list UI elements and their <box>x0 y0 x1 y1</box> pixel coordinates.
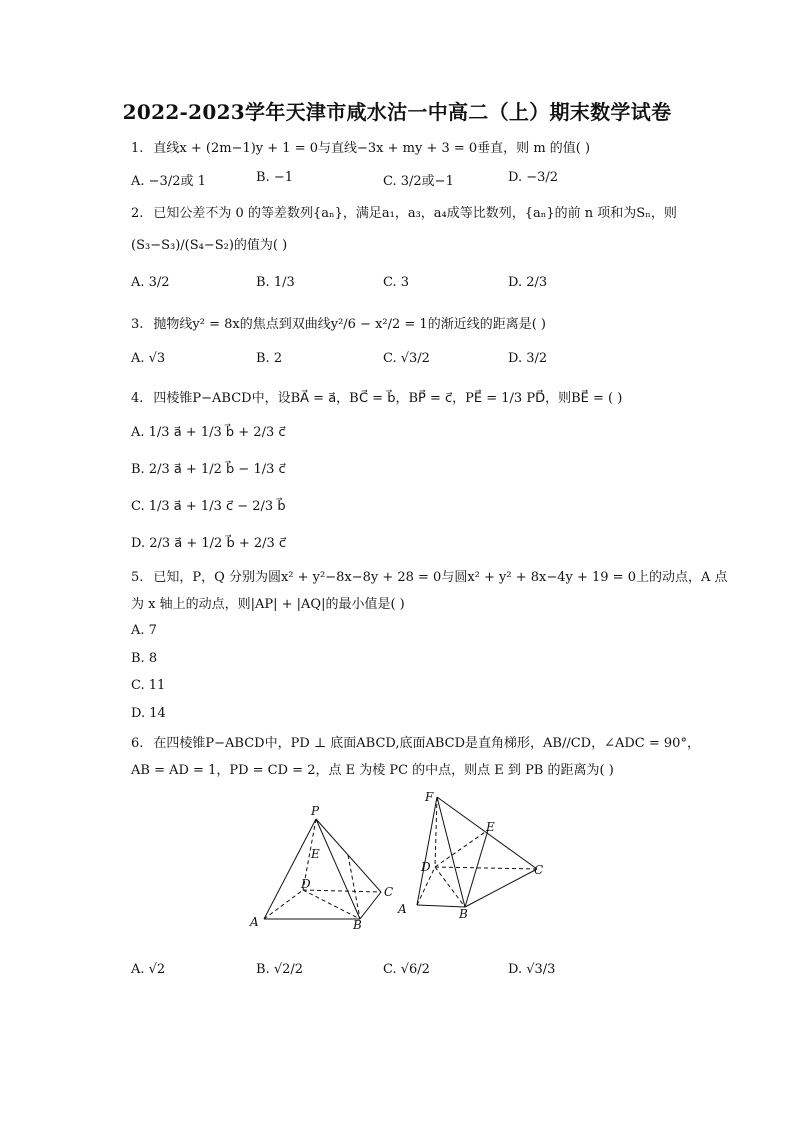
question-number: 4. <box>131 391 144 406</box>
auxiliary-figure <box>417 797 537 907</box>
option-a[interactable]: A. 7 <box>131 623 157 638</box>
question-number: 1. <box>131 141 144 156</box>
option-c[interactable]: C. 3/2或−1 <box>383 174 454 189</box>
option-b[interactable]: B. −1 <box>256 170 293 185</box>
label-b: B <box>459 907 468 921</box>
label-d: D <box>301 877 311 891</box>
question-number: 3. <box>131 317 144 332</box>
option-a[interactable]: A. √2 <box>131 962 166 977</box>
option-d[interactable]: D. 2/3 <box>508 275 548 290</box>
label-e: E <box>486 820 495 834</box>
option-a[interactable]: A. 3/2 <box>131 275 170 290</box>
option-d[interactable]: D. 2/3 a⃗ + 1/2 b⃗ + 2/3 c⃗ <box>131 536 287 551</box>
question-text: 抛物线y² = 8x的焦点到双曲线y²/6 − x²/2 = 1的渐近线的距离是( ) <box>153 317 546 332</box>
option-a[interactable]: A. 1/3 a⃗ + 1/3 b⃗ + 2/3 c⃗ <box>131 425 286 440</box>
edge-dc-hidden <box>303 890 381 892</box>
option-b[interactable]: B. 2 <box>256 351 283 366</box>
label-c: C <box>534 863 544 877</box>
edge-db-hidden <box>435 867 465 907</box>
option-b[interactable]: B. 2/3 a⃗ + 1/2 b⃗ − 1/3 c⃗ <box>131 462 286 477</box>
option-a[interactable]: A. −3/2或 1 <box>131 174 206 189</box>
label-c: C <box>384 885 394 899</box>
question-text-continued: AB = AD = 1，PD = CD = 2，点 E 为棱 PC 的中点，则点 E 到 PB 的距离为( ) <box>131 763 614 778</box>
question-6-options <box>131 962 691 984</box>
edge-de-hidden <box>435 830 488 867</box>
geometry-figures <box>240 785 560 935</box>
question-6 <box>131 733 700 755</box>
label-a: A <box>398 902 407 916</box>
question-6-figures <box>240 785 560 935</box>
edge-pb <box>316 819 360 919</box>
edge-bc <box>360 892 381 919</box>
question-6-line-2 <box>131 760 691 782</box>
edge-db-hidden <box>303 890 360 919</box>
label-p: P <box>311 804 320 818</box>
edge-fa <box>417 797 437 905</box>
edge-be <box>465 830 488 907</box>
edge-fb <box>437 797 465 907</box>
option-d[interactable]: D. √3/3 <box>508 962 556 977</box>
option-b[interactable]: B. √2/2 <box>256 962 304 977</box>
question-text-continued: 为 x 轴上的动点，则|AP| + |AQ|的最小值是( ) <box>131 597 405 612</box>
question-1-options <box>131 170 691 192</box>
option-d[interactable]: D. 3/2 <box>508 351 548 366</box>
question-4 <box>131 388 691 410</box>
question-3-options <box>131 351 691 373</box>
question-2 <box>131 203 691 225</box>
label-f: F <box>425 790 434 804</box>
pyramid-labels <box>249 804 393 932</box>
option-c[interactable]: C. 3 <box>383 275 410 290</box>
option-c[interactable]: C. √6/2 <box>383 962 430 977</box>
question-text: 四棱锥P−ABCD中，设BA⃗ = a⃗，BC⃗ = b⃗，BP⃗ = c⃗，PE⃗ = 1/3 PD⃗，则BE⃗ = ( ) <box>153 391 623 406</box>
question-number: 5. <box>131 570 144 585</box>
question-text-continued: (S₃−S₃)/(S₄−S₂)的值为( ) <box>131 238 288 253</box>
label-d: D <box>421 860 431 874</box>
question-5-line-2 <box>131 594 691 616</box>
edge-bc <box>465 869 537 907</box>
question-text: 在四棱锥P−ABCD中，PD ⊥ 底面ABCD,底面ABCD是直角梯形，AB//CD，∠ADC = 90°， <box>153 736 700 751</box>
question-number: 6. <box>131 736 144 751</box>
question-text: 已知，P，Q 分别为圆x² + y²−8x−8y + 28 = 0与圆x² + y² + 8x−4y + 19 = 0上的动点，A 点 <box>153 570 728 585</box>
question-3 <box>131 314 691 336</box>
auxiliary-labels <box>397 790 543 921</box>
edge-dc-hidden <box>435 867 537 869</box>
option-c[interactable]: C. 1/3 a⃗ + 1/3 c⃗ − 2/3 b⃗ <box>131 499 286 514</box>
option-c[interactable]: C. 11 <box>131 678 166 693</box>
option-b[interactable]: B. 8 <box>131 651 158 666</box>
edge-pa <box>264 819 316 919</box>
label-a: A <box>250 915 259 929</box>
question-number: 2. <box>131 206 144 221</box>
question-text: 直线x + (2m−1)y + 1 = 0与直线−3x + my + 3 = 0垂直，则 m 的值( ) <box>153 141 591 156</box>
option-c[interactable]: C. √3/2 <box>383 351 430 366</box>
question-text: 已知公差不为 0 的等差数列{aₙ}，满足a₁，a₃，a₄成等比数列，{aₙ}的前 n 项和为Sₙ，则 <box>153 206 677 221</box>
question-5 <box>131 567 728 589</box>
page-title: 2022-2023学年天津市咸水沽一中高二（上）期末数学试卷 <box>122 100 672 124</box>
edge-ab <box>417 905 465 907</box>
question-1 <box>131 138 691 160</box>
question-2-options <box>131 275 691 297</box>
pyramid-figure <box>264 819 381 919</box>
edge-ad-hidden <box>264 890 303 919</box>
option-d[interactable]: D. 14 <box>131 706 166 721</box>
option-d[interactable]: D. −3/2 <box>508 170 559 185</box>
option-a[interactable]: A. √3 <box>131 351 166 366</box>
label-e: E <box>311 847 320 861</box>
label-b: B <box>353 918 362 932</box>
segment-eb-hidden <box>348 855 360 919</box>
option-b[interactable]: B. 1/3 <box>256 275 295 290</box>
question-2-line-2 <box>131 235 691 257</box>
